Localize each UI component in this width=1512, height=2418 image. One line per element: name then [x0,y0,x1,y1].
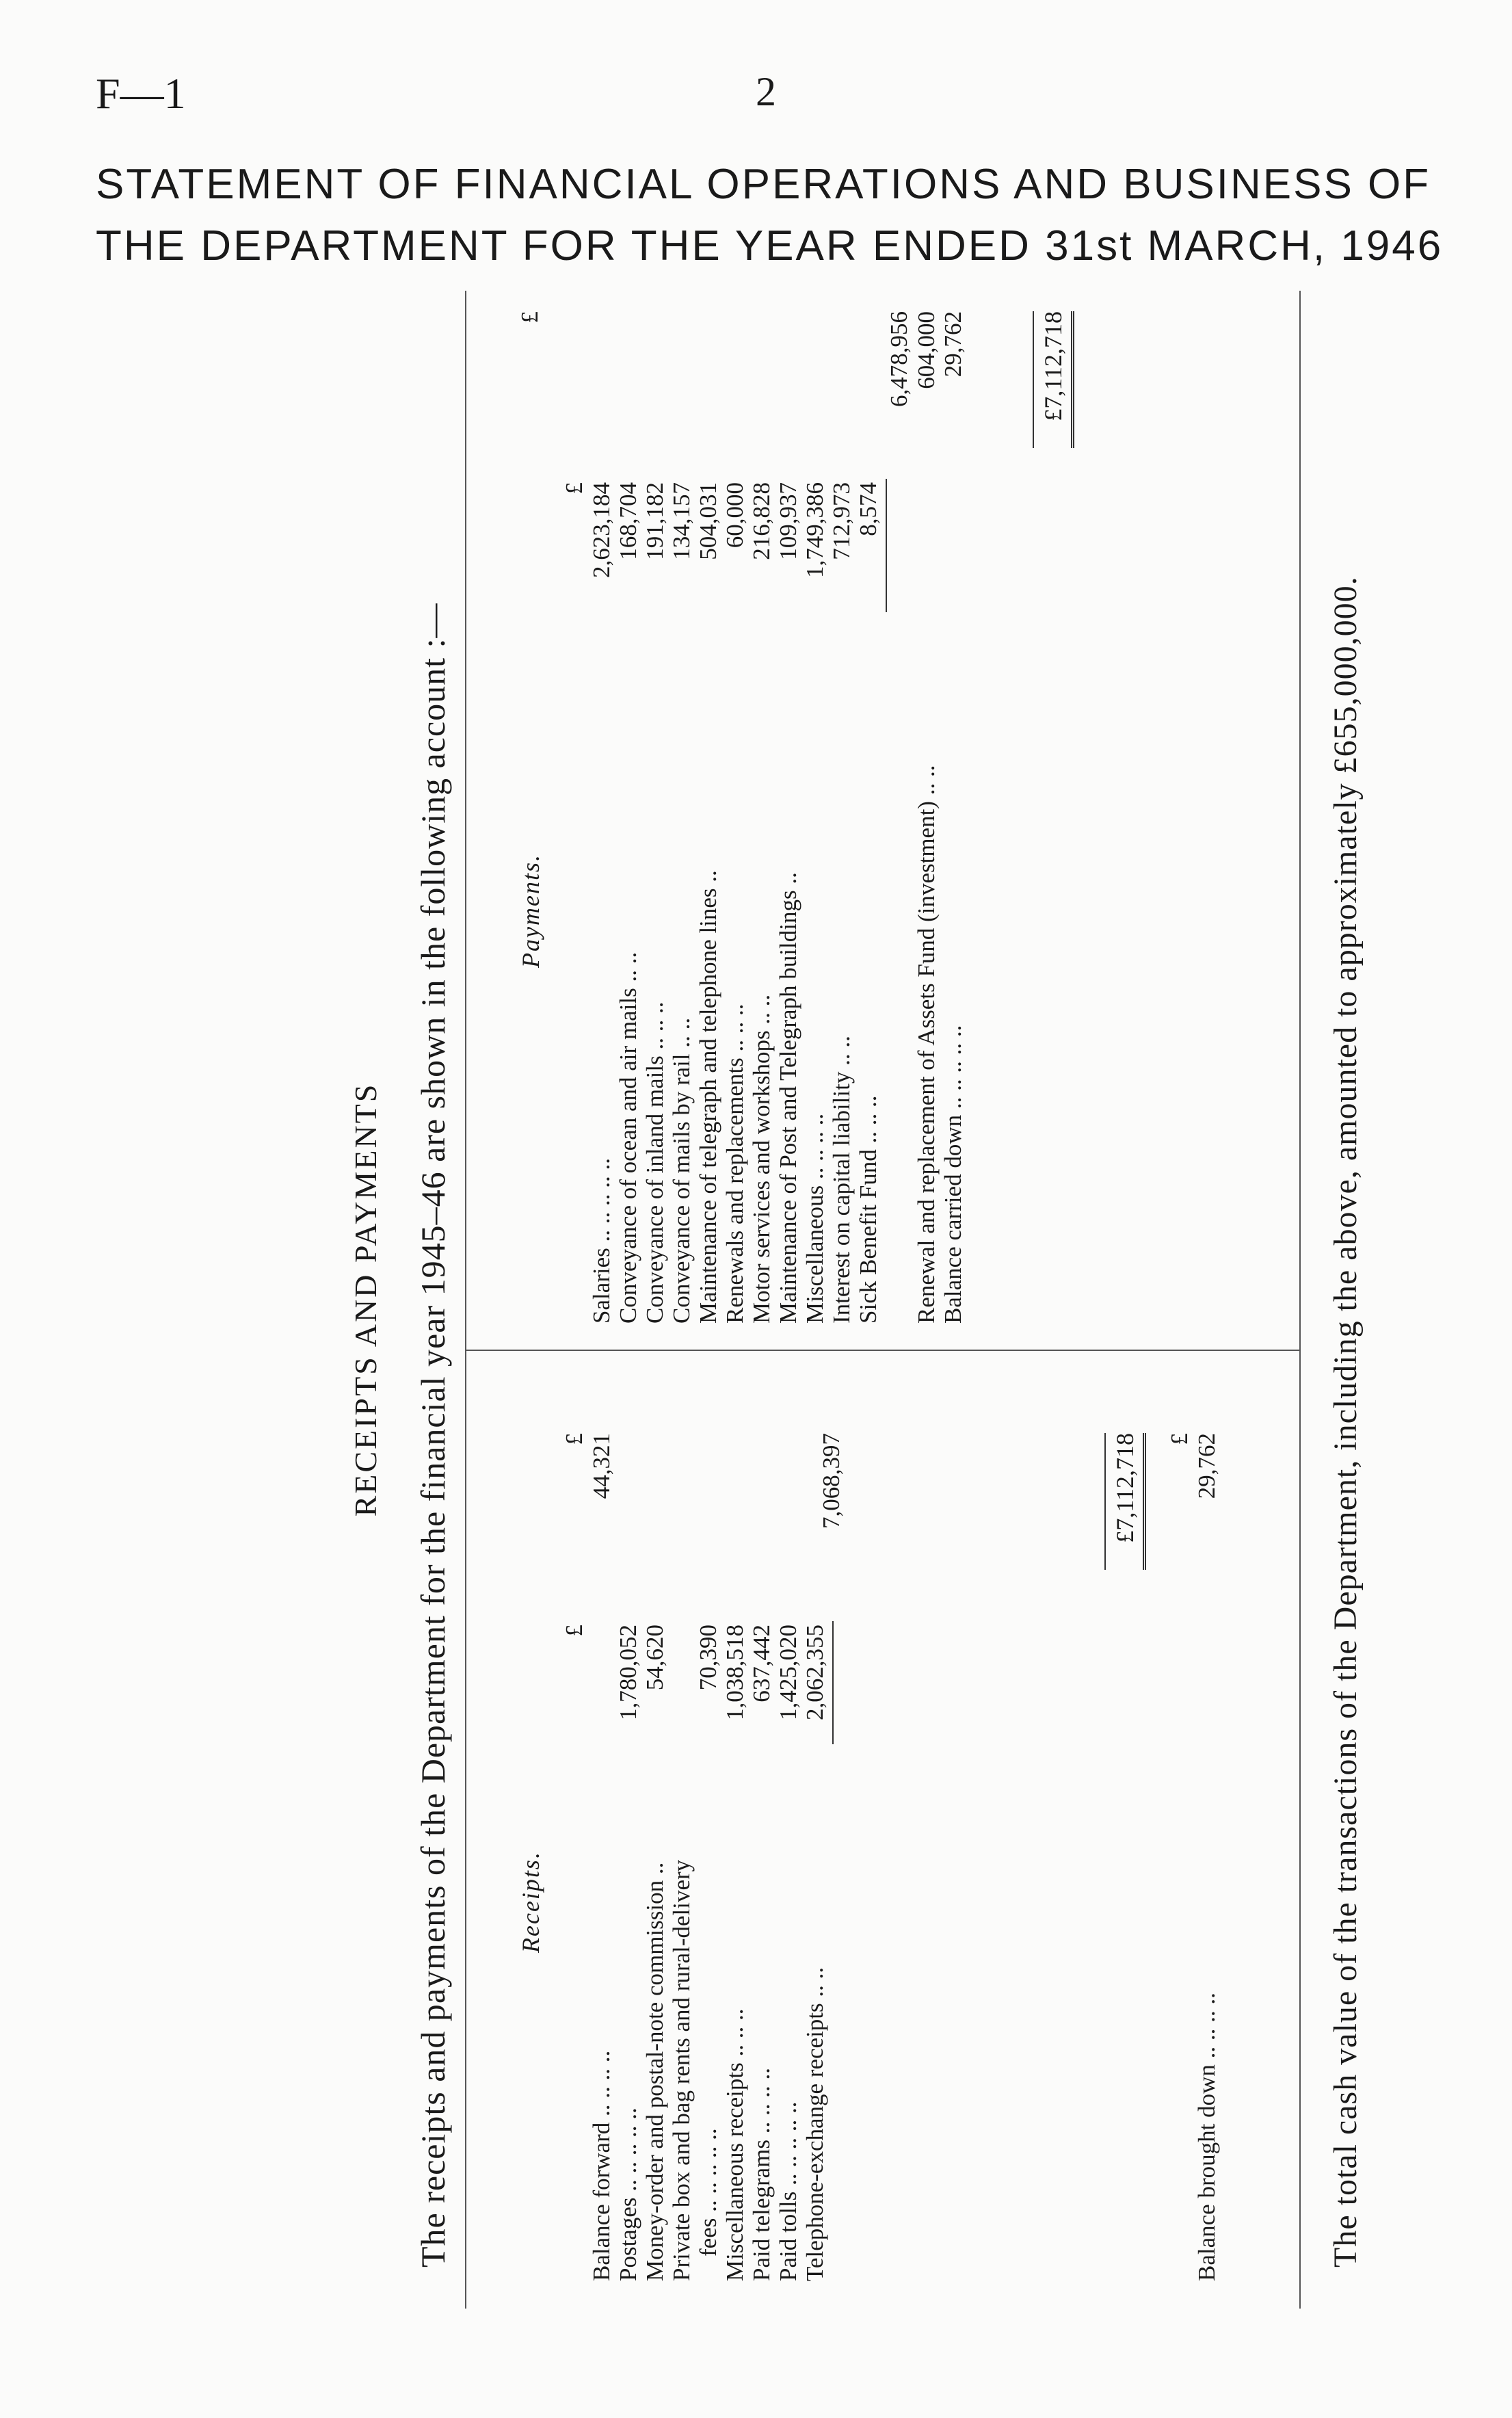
payment-label: Maintenance of Post and Telegraph buildings .. [775,872,801,1324]
receipt-amount: 1,780,052 [615,1625,641,1720]
receipts-heading: Receipts. [517,1851,544,1953]
column-divider [465,1350,1299,1351]
receipt-amount: 2,062,355 [801,1625,828,1720]
payment-label: Miscellaneous .. .. .. .. [801,1113,828,1324]
receipt-label: Paid telegrams .. .. .. .. [748,2067,775,2281]
payment-label: Conveyance of inland mails .. .. .. [641,1001,668,1324]
receipt-total [668,1433,695,1570]
receipt-label: Balance forward .. .. .. .. [588,2050,615,2281]
payments-subtotal: 6,478,956 [886,311,912,407]
receipts-grand-total: £7,112,718 [1104,1433,1146,1570]
receipt-total [748,1433,775,1570]
receipt-label: Private box and bag rents and rural-delivery [668,1859,695,2281]
payment-label: Motor services and workshops .. .. [748,994,775,1324]
receipt-amount: 637,442 [748,1625,775,1703]
receipt-amount [588,1625,615,1748]
receipts-subtotal-rule [832,1621,834,1744]
receipts-amounts [588,1625,828,1748]
title-line-1: STATEMENT OF FINANCIAL OPERATIONS AND BUSINESS OF [96,161,1431,208]
receipt-total [721,1433,748,1570]
receipt-label: Paid tolls .. .. .. .. .. [775,2101,801,2281]
payment-amount: 168,704 [615,482,641,560]
receipts-payments-statement [345,291,1392,2309]
payments-grand-total: £7,112,718 [1033,311,1074,448]
renewal-fund-label: Renewal and replacement of Assets Fund (investment) .. .. [913,765,940,1324]
balance-carried-down-amount: 29,762 [940,311,966,378]
receipts-labels [588,1748,828,2281]
renewal-fund-amount: 604,000 [913,311,940,389]
document-code: F—1 [96,69,186,118]
payment-amount: 712,973 [828,482,855,560]
balance-brought-down-label: Balance brought down .. .. .. .. [1193,1993,1220,2281]
receipt-label: fees .. .. .. .. .. [695,2128,721,2257]
payment-amount: 60,000 [721,482,748,549]
payment-label: Maintenance of telegraph and telephone lines .. [695,870,721,1324]
receipt-total [695,1433,721,1570]
payment-label: Interest on capital liability .. .. [828,1036,855,1324]
receipt-label: Money-order and postal-note commission .. [641,1862,668,2281]
receipt-amount: 70,390 [695,1625,721,1691]
receipt-amount: 1,038,518 [721,1625,748,1720]
receipt-label: Miscellaneous receipts .. .. .. [721,2008,748,2281]
payment-amount: 191,182 [641,482,668,560]
top-rule [465,291,466,2309]
payments-amount-unit: £ [561,482,587,495]
brought-down-unit: £ [1166,1433,1193,1445]
payment-amount: 109,937 [775,482,801,560]
receipt-label: Postages .. .. .. .. .. [615,2107,641,2281]
balance-brought-down-amount: 29,762 [1193,1433,1220,1499]
receipt-label: Telephone-exchange receipts .. .. [801,1967,828,2281]
payment-label: Conveyance of ocean and air mails .. .. [615,951,641,1324]
receipt-amount: 54,620 [641,1625,668,1691]
payment-amount: 134,157 [668,482,695,560]
page-number: 2 [756,69,776,114]
page-title [96,154,1457,277]
statement-intro: The receipts and payments of the Department for the financial year 1945–46 are shown in the following account :— [414,603,452,2268]
receipt-total [615,1433,641,1570]
receipt-total: 7,068,397 [818,1433,845,1529]
payment-amount: 8,574 [855,482,881,536]
payments-labels [588,605,881,1324]
payment-amount: 216,828 [748,482,775,560]
receipts-totals [588,1433,845,1570]
receipt-total: 44,321 [588,1433,615,1499]
receipt-total [775,1433,801,1570]
receipts-total-unit: £ [561,1433,587,1445]
receipt-amount [668,1625,695,1748]
payment-label: Renewals and replacements .. .. .. [721,1003,748,1324]
payment-amount: 504,031 [695,482,721,560]
title-line-2: THE DEPARTMENT FOR THE YEAR ENDED 31st MARCH, 1946 [96,222,1444,270]
payments-subtotal-rule [886,479,887,612]
payments-total-unit: £ [516,311,543,324]
receipt-amount: 1,425,020 [775,1625,801,1720]
bottom-rule [1299,291,1301,2309]
payment-amount: 1,749,386 [801,482,828,578]
payment-label: Sick Benefit Fund .. .. .. [855,1095,881,1324]
payments-heading: Payments. [517,854,544,968]
footer-note: The total cash value of the transactions of the Department, including the above, amounted to approximately £655,000,000. [1327,576,1364,2268]
payment-label: Salaries .. .. .. .. .. [588,1157,615,1324]
payments-amounts [588,482,881,605]
payment-amount: 2,623,184 [588,482,615,578]
statement-caption: RECEIPTS AND PAYMENTS [348,1082,383,1517]
receipt-total [641,1433,668,1570]
receipts-amount-unit: £ [561,1625,587,1637]
payment-label: Conveyance of mails by rail .. .. [668,1017,695,1324]
balance-carried-down-label: Balance carried down .. .. .. .. .. [940,1025,966,1324]
